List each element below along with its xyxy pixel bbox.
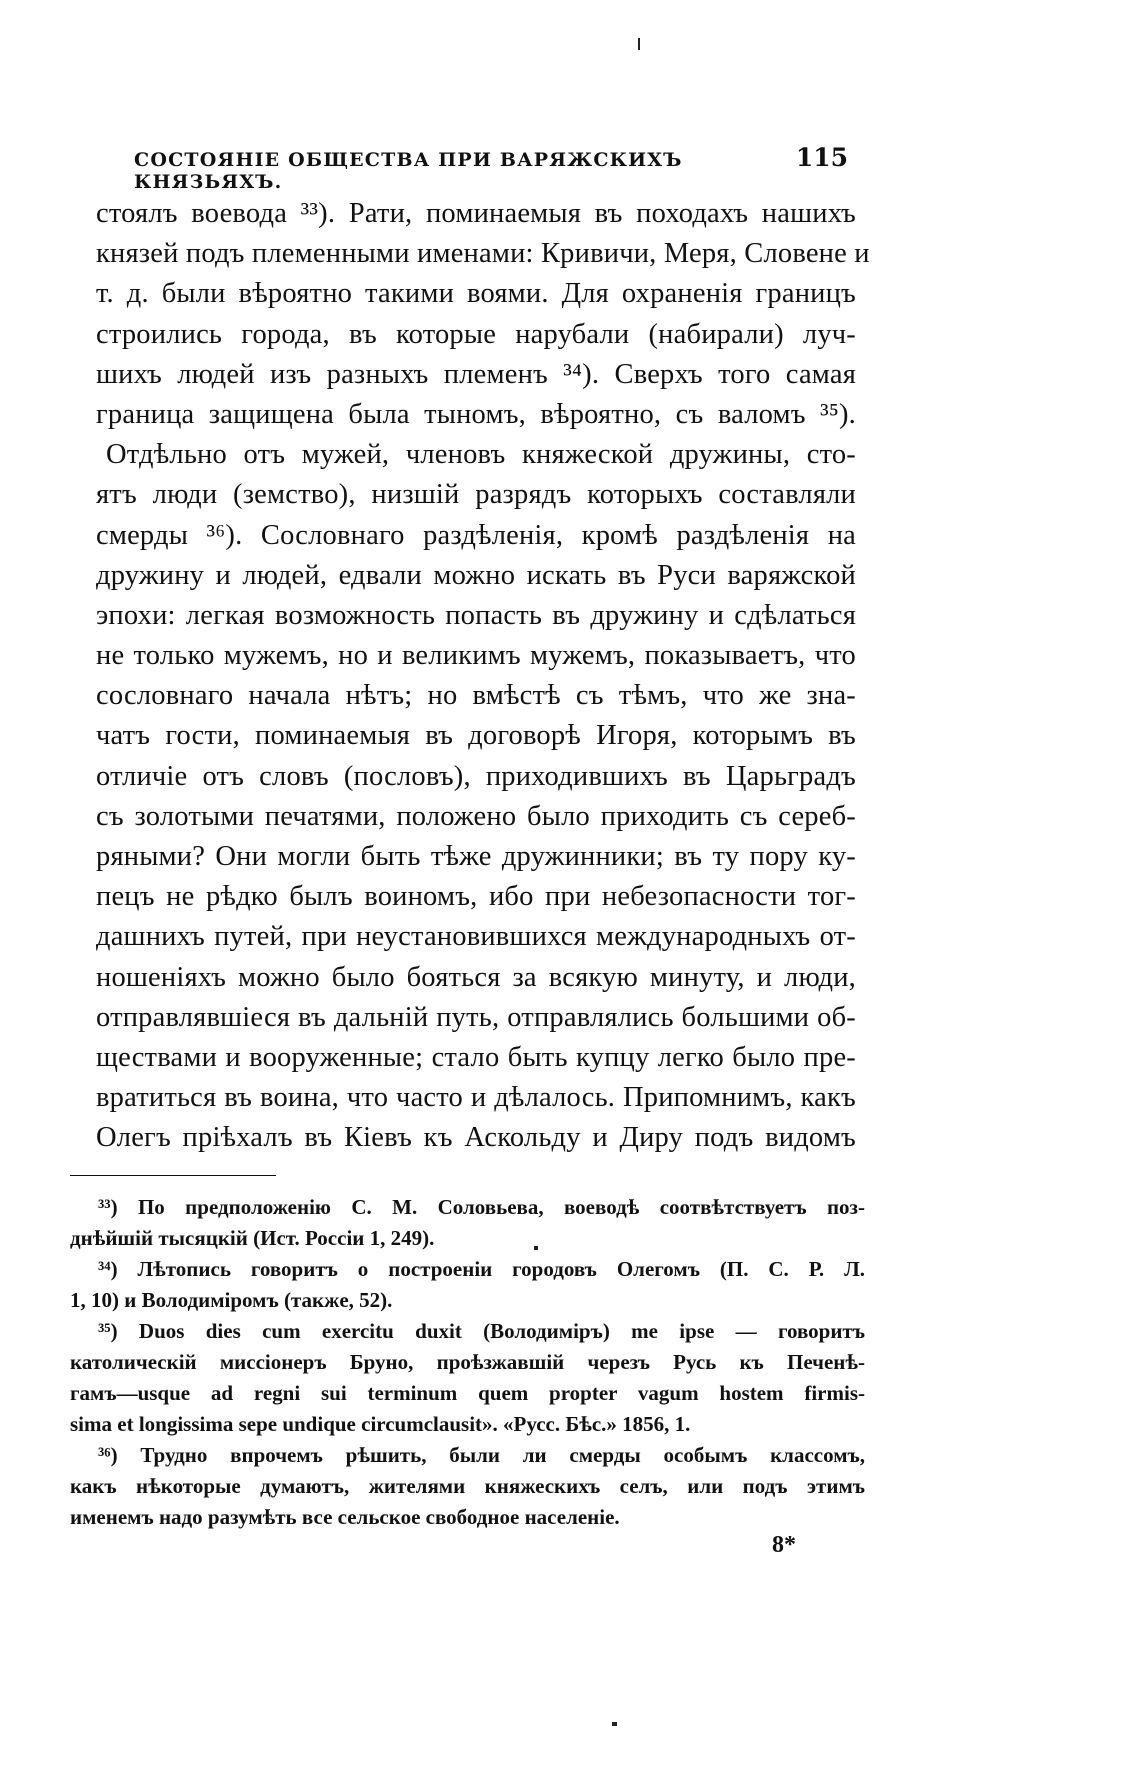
body-text	[96, 194, 870, 1159]
footnote-line: днѣйшій тысяцкій (Ист. Россіи 1, 249).	[70, 1226, 435, 1250]
footnote-line: какъ нѣкоторые думаютъ, жителями княжескихъ селъ, или подъ этимъ	[70, 1474, 865, 1498]
text-line: ношеніяхъ можно было бояться за всякую минуту, и люди,	[96, 961, 856, 993]
text-line: сословнаго начала нѣтъ; но вмѣстѣ съ тѣмъ, что же зна-	[96, 680, 856, 712]
footnote-line: именемъ надо разумѣть все сельское свободное населеніе.	[70, 1505, 620, 1529]
text-line: стоялъ воевода ³³). Рати, поминаемыя въ походахъ нашихъ	[96, 198, 856, 229]
text-line: шихъ людей изъ разныхъ племенъ ³⁴). Сверхъ того самая	[96, 358, 856, 390]
text-line: т. д. были вѣроятно такими воями. Для охраненія границъ	[96, 278, 856, 310]
footnote-line: 1, 10) и Володиміромъ (такжe, 52).	[70, 1288, 393, 1312]
text-line: смерды ³⁶). Сословнаго раздѣленія, кромѣ раздѣленія на	[96, 519, 856, 551]
text-line: Отдѣльно отъ мужей, членовъ княжеской дружины, сто-	[106, 439, 856, 471]
text-line: отправлявшіеся въ дальній путь, отправлялись большими об-	[96, 1001, 856, 1033]
footnote-separator	[70, 1175, 276, 1176]
signature-mark: 8*	[772, 1532, 796, 1558]
footnotes	[70, 1192, 865, 1533]
footnote-line: ³⁴) Лѣтопись говоритъ о построеніи городовъ Олегомъ (П. С. Р. Л.	[98, 1257, 865, 1281]
text-line: пецъ не рѣдко былъ воиномъ, ибо при небезопасности тог-	[96, 881, 856, 913]
text-line: чатъ гости, поминаемыя въ договорѣ Игоря, которымъ въ	[96, 720, 856, 752]
footnote-line: гамъ—usque ad regni sui terminum quem propter vagum hostem firmis-	[70, 1381, 865, 1405]
text-line: дашнихъ путей, при неустановившихся международныхъ от-	[96, 921, 856, 953]
text-line: граница защищена была тыномъ, вѣроятно, съ валомъ ³⁵).	[96, 398, 856, 430]
running-title: СОСТОЯНІЕ ОБЩЕСТВА ПРИ ВАРЯЖСКИХЪ КНЯЗЬЯХЪ.	[134, 149, 683, 193]
text-line: эпохи: легкая возможность попасть въ дружину и сдѣлаться	[96, 599, 856, 631]
text-line: князей подъ племенными именами: Кривичи, Меря, Словене и	[96, 238, 870, 270]
text-line: ществами и вооруженные; стало быть купцу легко было пре-	[96, 1041, 856, 1073]
text-line: ряными? Они могли быть тѣже дружинники; въ ту пору ку-	[96, 841, 856, 872]
page-number: 115	[795, 143, 848, 172]
text-line: съ золотыми печатями, положено было приходить съ сереб-	[96, 800, 856, 832]
text-line: вратиться въ воина, что часто и дѣлалось. Припомнимъ, какъ	[96, 1082, 856, 1114]
footnote-line: ³⁵) Duos dies cum exercitu duxit (Володиміръ) me ipse — говоритъ	[98, 1319, 865, 1343]
text-line: не только мужемъ, но и великимъ мужемъ, показываетъ, что	[96, 640, 856, 672]
footnote-line: sima et longissima sepe undique circumclausit». «Русс. Бѣс.» 1856, 1.	[70, 1412, 691, 1436]
text-line: строились города, въ которые нарубали (набирали) луч-	[96, 318, 856, 350]
text-line: ятъ люди (земство), низшій разрядъ которыхъ составляли	[96, 479, 856, 511]
text-line: дружину и людей, едвали можно искать въ Руси варяжской	[96, 559, 856, 591]
text-line: отличіе отъ словъ (пословъ), приходившихъ въ Царьградъ	[96, 760, 856, 792]
running-header	[134, 143, 848, 193]
footnote-line: католическій миссіонеръ Бруно, проѣзжавшій черезъ Русь къ Печенѣ-	[70, 1350, 865, 1374]
footnote-line: ³³) По предположенію С. М. Соловьева, воеводѣ соотвѣтствуетъ поз-	[98, 1195, 865, 1219]
footnote-line: ³⁶) Трудно впрочемъ рѣшить, были ли смерды особымъ классомъ,	[98, 1443, 865, 1467]
text-line: Олегъ пріѣхалъ въ Кіевъ къ Аскольду и Диру подъ видомъ	[96, 1122, 856, 1154]
print-speck	[638, 38, 640, 50]
print-speck	[612, 1722, 617, 1726]
